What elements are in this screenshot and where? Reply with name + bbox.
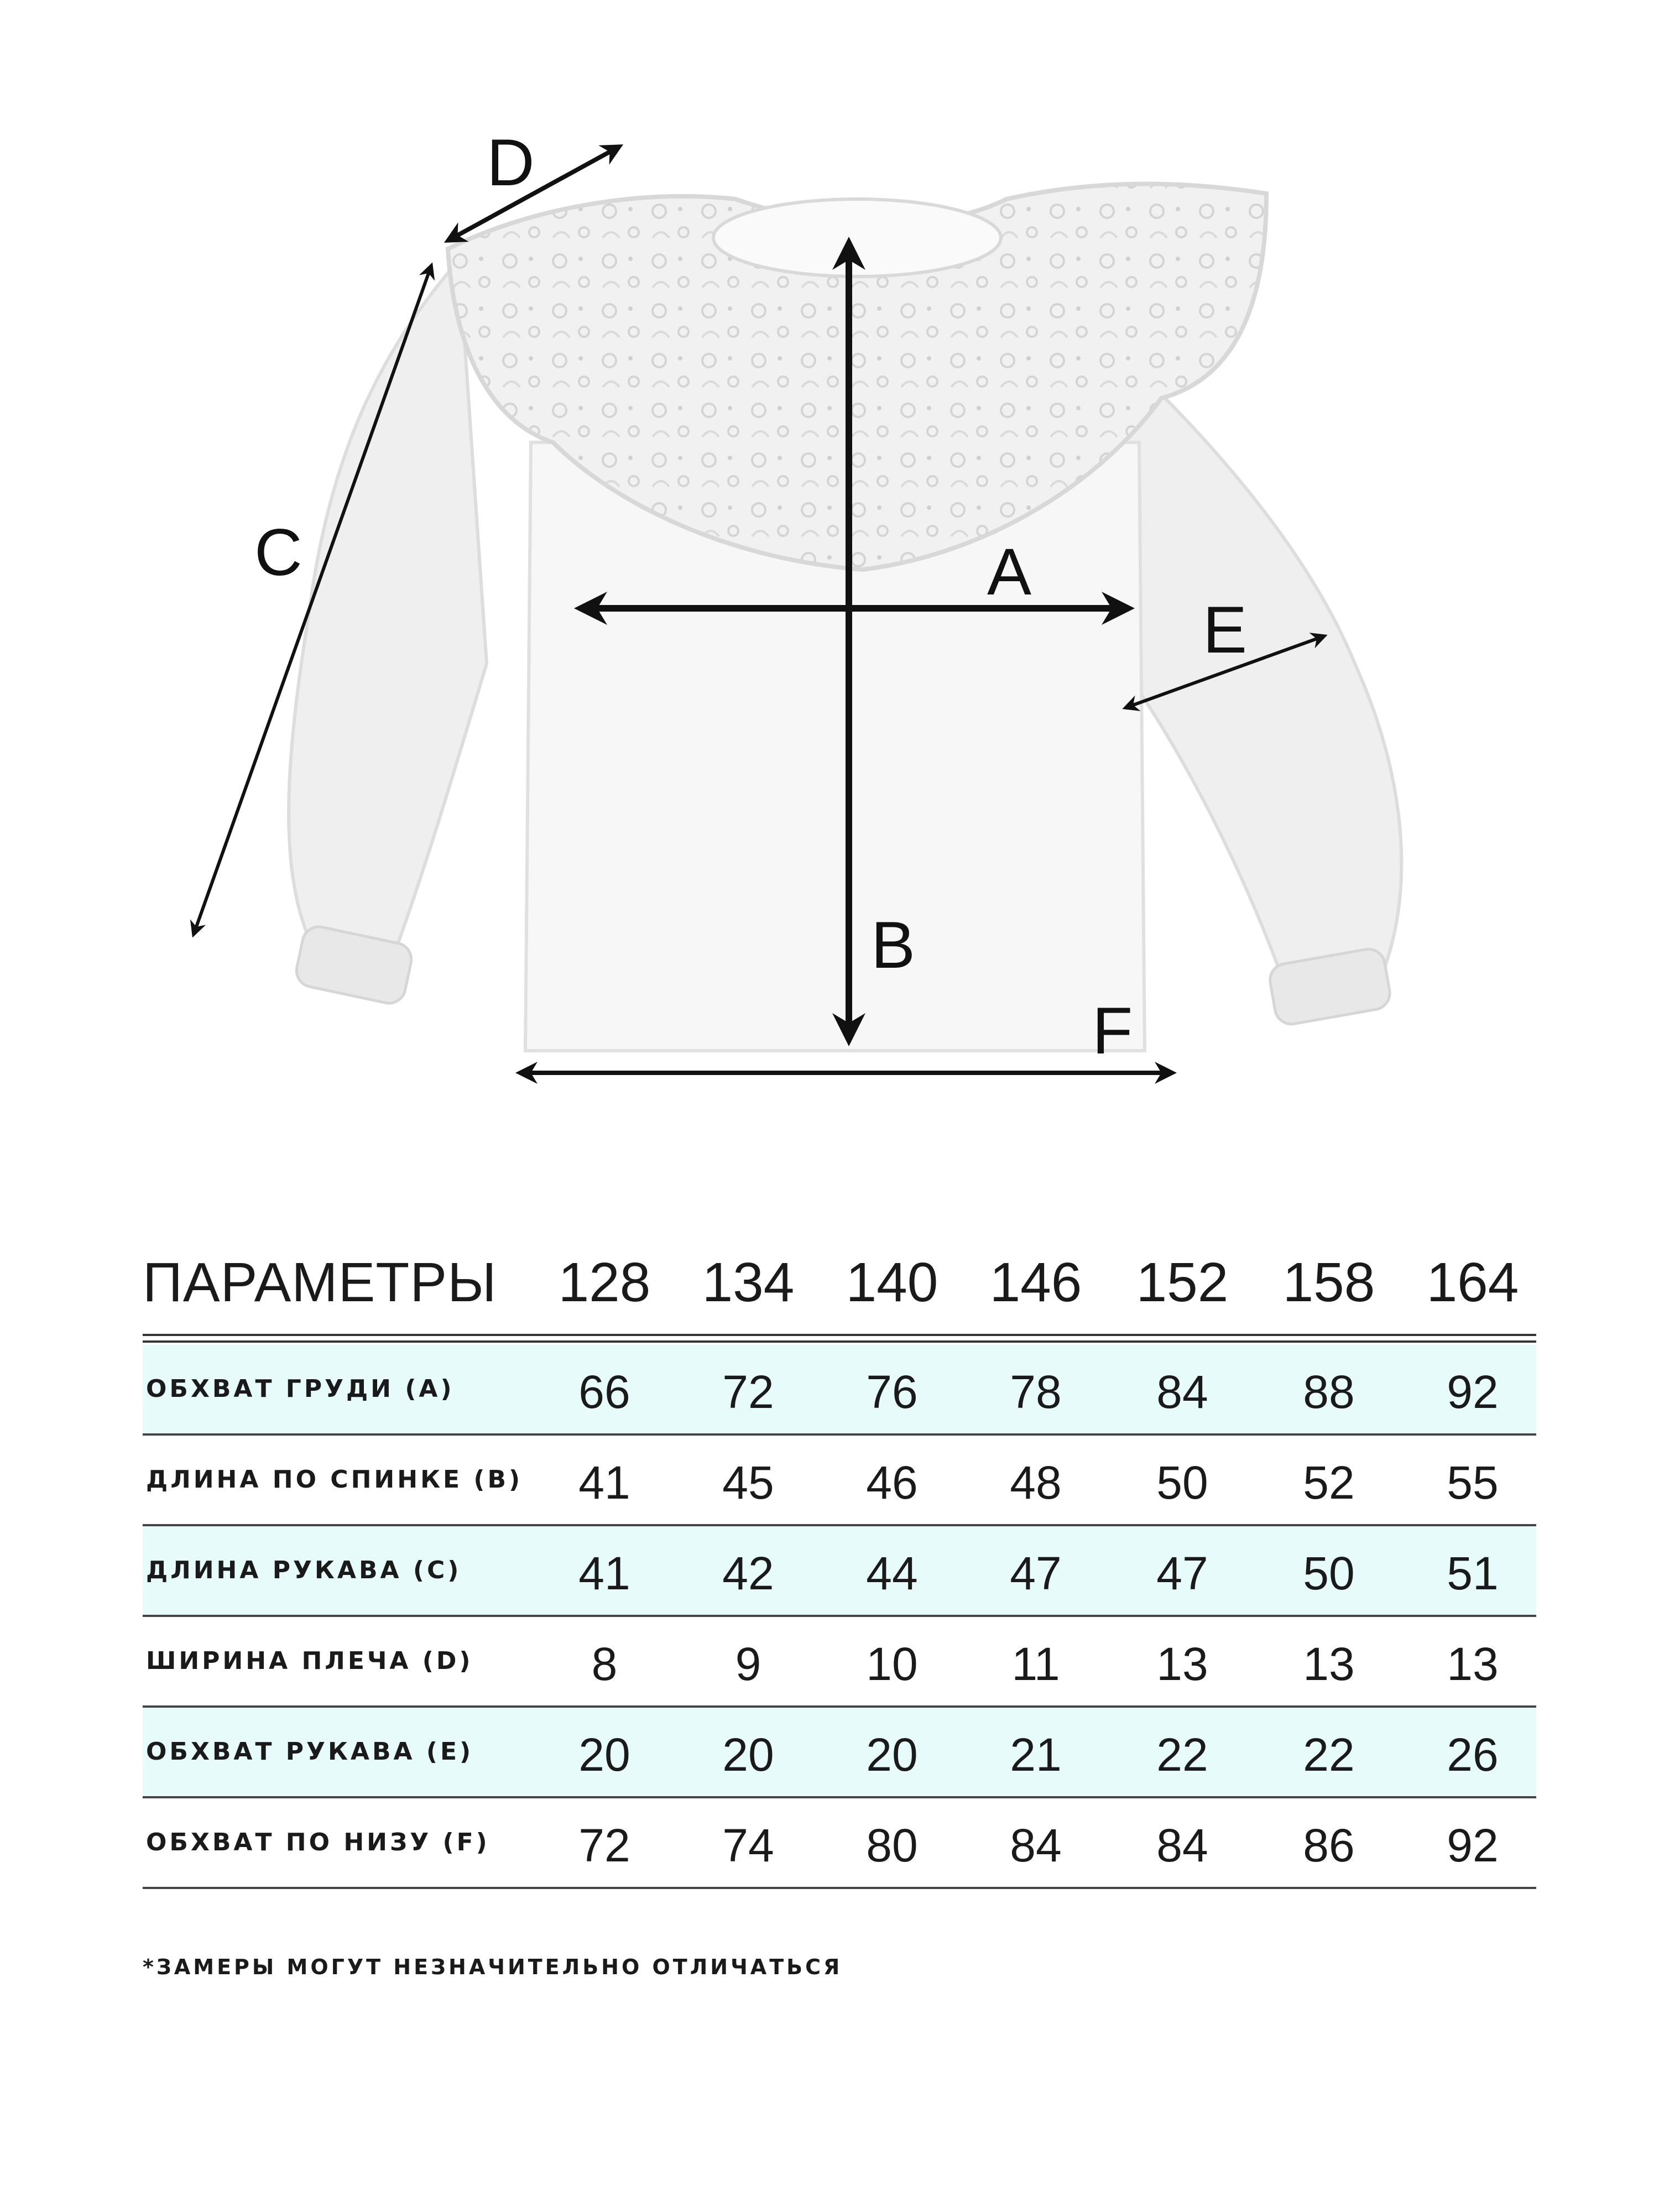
table-row [143,1526,1536,1617]
table-cell: 47 [1156,1547,1208,1599]
table-cell: 41 [578,1457,630,1509]
table-cell: 22 [1156,1729,1208,1781]
table-row [143,1708,1536,1798]
table-cell: 8 [591,1638,618,1690]
table-cell: 84 [1156,1366,1208,1418]
table-cell: 22 [1303,1729,1355,1781]
table-cell: 20 [722,1729,774,1781]
table-cell: 41 [578,1547,630,1599]
label-e: E [1203,593,1248,667]
label-b: B [871,908,916,982]
table-cell: 72 [578,1819,630,1871]
table-header [143,1250,1536,1334]
table-cell: 92 [1447,1366,1499,1418]
label-d: D [487,126,535,200]
table-cell: 46 [866,1457,918,1509]
table-row [143,1436,1536,1526]
param-label: ОБХВАТ ГРУДИ (А) [146,1375,455,1403]
size-header: 140 [846,1251,938,1313]
table-cell: 88 [1303,1366,1355,1418]
label-a: A [987,535,1032,609]
table-cell: 26 [1447,1729,1499,1781]
table-cell: 44 [866,1547,918,1599]
table-cell: 48 [1010,1457,1062,1509]
size-header: 134 [702,1251,795,1313]
table-cell: 92 [1447,1819,1499,1871]
param-label: ШИРИНА ПЛЕЧА (D) [146,1647,473,1675]
size-header: 146 [989,1251,1082,1313]
table-cell: 50 [1156,1457,1208,1509]
table-cell: 10 [866,1638,918,1690]
table-cell: 80 [866,1819,918,1871]
param-label: ДЛИНА РУКАВА (С) [146,1556,462,1584]
table-cell: 9 [735,1638,761,1690]
table-cell: 45 [722,1457,774,1509]
table-cell: 74 [722,1819,774,1871]
size-header: 164 [1426,1251,1519,1313]
size-header: 128 [558,1251,651,1313]
table-cell: 11 [1011,1638,1060,1690]
param-label: ДЛИНА ПО СПИНКЕ (В) [146,1465,523,1494]
param-label: ОБХВАТ РУКАВА (Е) [146,1738,474,1766]
label-c: C [254,515,302,589]
neckline [713,199,1001,276]
header-divider [143,1334,1536,1336]
footnote: *ЗАМЕРЫ МОГУТ НЕЗНАЧИТЕЛЬНО ОТЛИЧАТЬСЯ [143,1955,843,1979]
table-row [143,1798,1536,1889]
table-cell: 86 [1303,1819,1355,1871]
table-cell: 84 [1156,1819,1208,1871]
table-cell: 20 [578,1729,630,1781]
size-table [143,1250,1536,1871]
label-f: F [1092,994,1133,1068]
left-sleeve [289,260,487,973]
table-cell: 13 [1156,1638,1208,1690]
table-cell: 66 [578,1366,630,1418]
table-cell: 50 [1303,1547,1355,1599]
table-cell: 21 [1010,1729,1062,1781]
header-divider [143,1340,1536,1343]
header-title: ПАРАМЕТРЫ [143,1251,497,1313]
table-row [143,1345,1536,1436]
table-cell: 78 [1010,1366,1062,1418]
table-cell: 13 [1303,1638,1355,1690]
table-cell: 76 [866,1366,918,1418]
table-cell: 20 [866,1729,918,1781]
size-header: 158 [1282,1251,1375,1313]
table-cell: 42 [722,1547,774,1599]
table-cell: 51 [1447,1547,1499,1599]
size-header: 152 [1136,1251,1229,1313]
table-row [143,1617,1536,1708]
table-cell: 47 [1010,1547,1062,1599]
table-cell: 55 [1447,1457,1499,1509]
table-cell: 72 [722,1366,774,1418]
param-label: ОБХВАТ ПО НИЗУ (F) [146,1828,490,1856]
table-cell: 84 [1010,1819,1062,1871]
table-cell: 52 [1303,1457,1355,1509]
table-cell: 13 [1447,1638,1499,1690]
